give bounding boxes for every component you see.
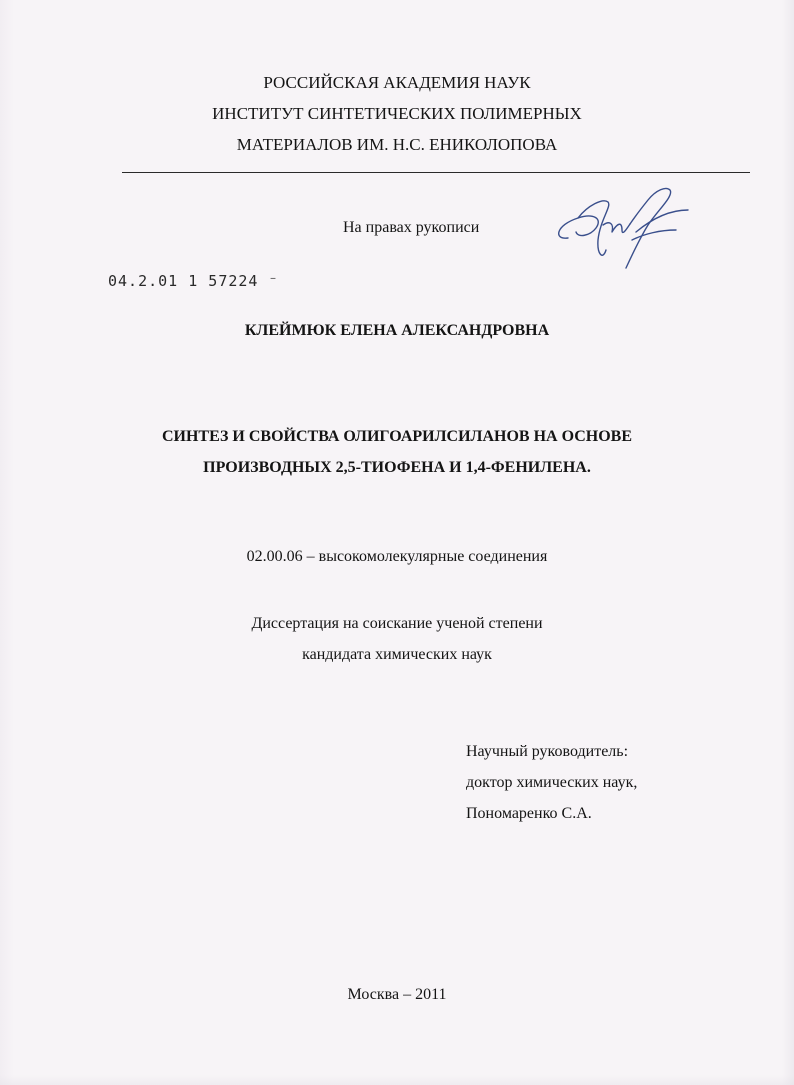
supervisor-degree: доктор химических наук, xyxy=(466,774,638,791)
specialty-code: 02.00.06 – высокомолекулярные соединения xyxy=(246,548,548,565)
author-name: КЛЕЙМЮК ЕЛЕНА АЛЕКСАНДРОВНА xyxy=(244,322,550,339)
institution-line-1: РОССИЙСКАЯ АКАДЕМИЯ НАУК xyxy=(263,73,531,92)
header-divider xyxy=(122,172,750,173)
degree-line-1: Диссертация на соискание ученой степени xyxy=(251,615,543,632)
archive-stamp-number: 04.2.01 1 57224 ⁻ xyxy=(108,272,279,290)
handwritten-signature xyxy=(548,180,698,275)
title-line-1: СИНТЕЗ И СВОЙСТВА ОЛИГОАРИЛСИЛАНОВ НА ОСНОВЕ xyxy=(161,428,633,445)
institution-line-2: ИНСТИТУТ СИНТЕТИЧЕСКИХ ПОЛИМЕРНЫХ xyxy=(212,104,582,123)
supervisor-name: Пономаренко С.А. xyxy=(466,805,592,822)
city-year: Москва – 2011 xyxy=(347,986,447,1003)
supervisor-block xyxy=(466,736,637,829)
supervisor-label: Научный руководитель: xyxy=(466,743,629,760)
rights-notice: На правах рукописи xyxy=(343,219,480,236)
degree-line-2: кандидата химических наук xyxy=(302,646,492,663)
institution-line-3: МАТЕРИАЛОВ ИМ. Н.С. ЕНИКОЛОПОВА xyxy=(236,135,558,154)
title-line-2: ПРОИЗВОДНЫХ 2,5-ТИОФЕНА И 1,4-ФЕНИЛЕНА. xyxy=(203,459,591,476)
